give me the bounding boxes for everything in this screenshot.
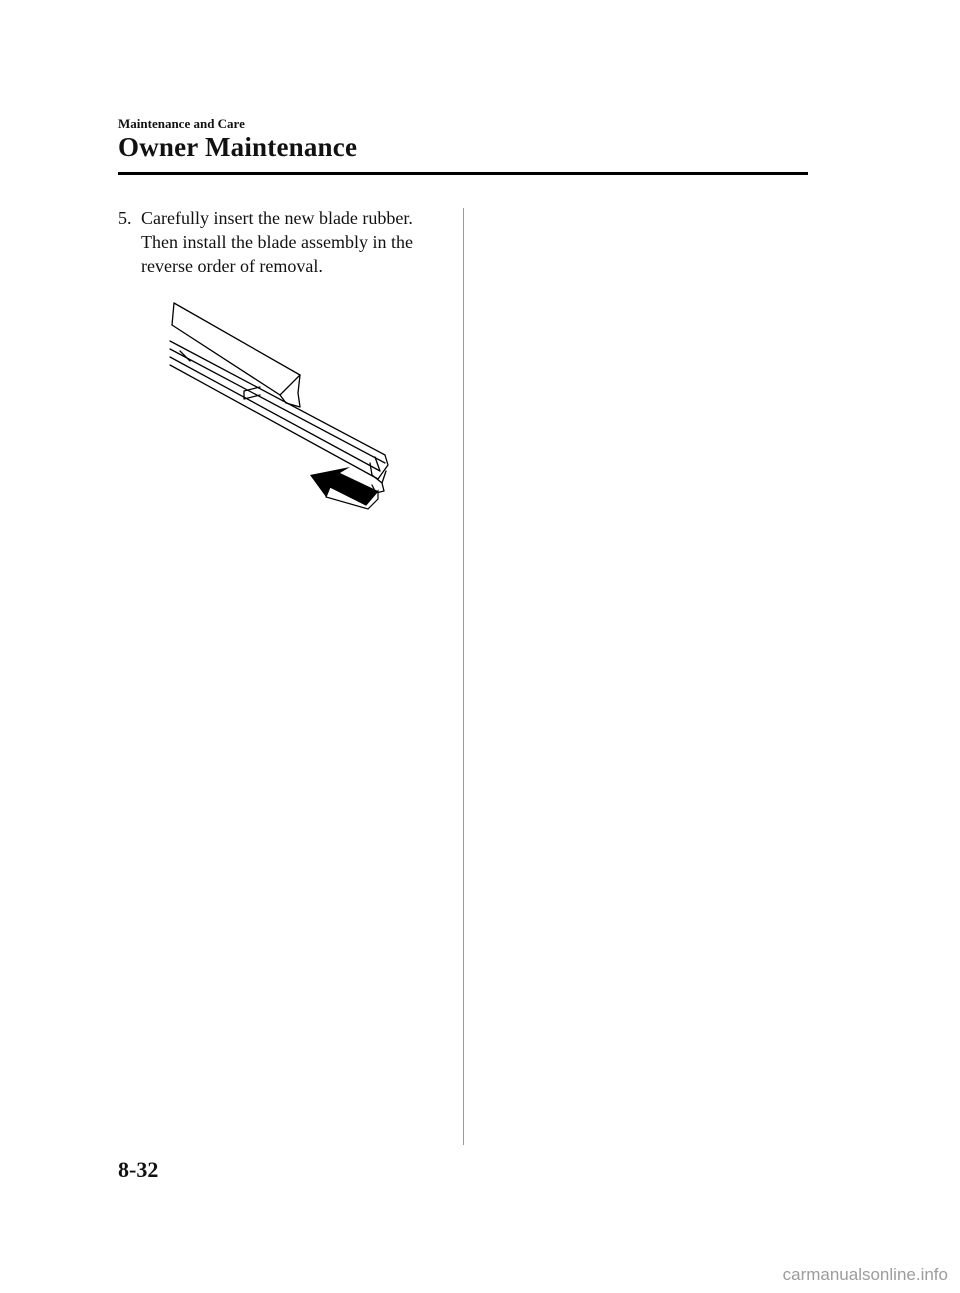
page-title: Owner Maintenance [118,132,358,162]
section-label: Maintenance and Care [118,116,245,131]
step-line-3: reverse order of removal. [141,256,323,276]
step-line-1: Carefully insert the new blade rubber. [141,208,413,228]
step-text [141,206,451,278]
wiper-blade-illustration [160,295,400,515]
step-line-2: Then install the blade assembly in the [141,232,413,252]
page-number: 8-32 [118,1157,159,1182]
step-number: 5. [118,208,132,228]
column-divider [463,208,464,1145]
title-rule [118,172,808,175]
watermark: carmanualsonline.info [782,1265,948,1284]
